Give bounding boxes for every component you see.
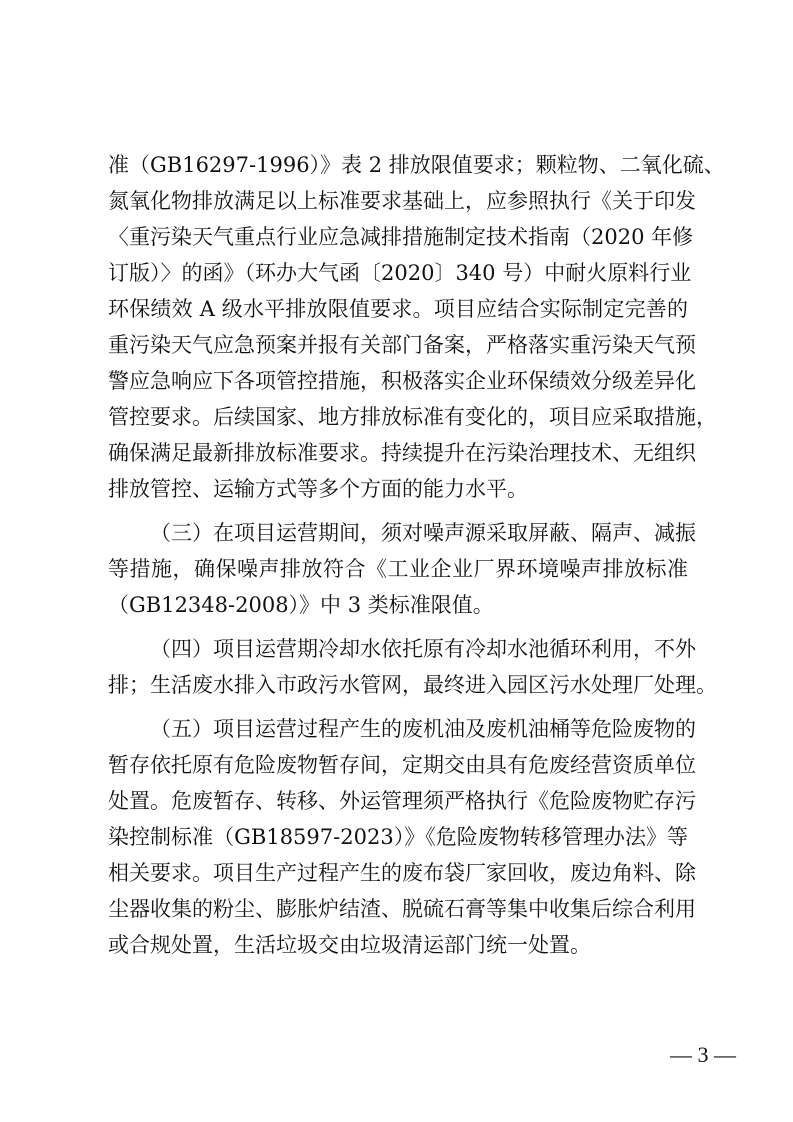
text-line: 准（GB16297-1996）》表 2 排放限值要求；颗粒物、二氧化硫、	[108, 153, 725, 177]
text-line: 〈重污染天气重点行业应急减排措施制定技术指南（2020 年修	[108, 225, 694, 249]
text-line: 确保满足最新排放标准要求。持续提升在污染治理技术、无组织	[108, 441, 696, 465]
text-line: 相关要求。项目生产过程产生的废布袋厂家回收，废边角料、除	[108, 861, 696, 885]
text-line: 尘器收集的粉尘、膨胀炉结渣、脱硫石膏等集中收集后综合利用	[108, 897, 696, 921]
text-line: 暂存依托原有危险废物暂存间，定期交由具有危废经营资质单位	[108, 753, 696, 777]
text-line: 排放管控、运输方式等多个方面的能力水平。	[108, 477, 528, 501]
text-line: 排；生活废水排入市政污水管网，最终进入园区污水处理厂处理。	[108, 673, 717, 697]
text-line: 环保绩效 A 级水平排放限值要求。项目应结合实际制定完善的	[108, 297, 688, 321]
text-line: 氮氧化物排放满足以上标准要求基础上，应参照执行《关于印发	[108, 189, 696, 213]
text-line: 或合规处置，生活垃圾交由垃圾清运部门统一处置。	[108, 933, 591, 957]
paragraph-start-line: （三）在项目运营期间，须对噪声源采取屏蔽、隔声、减振	[150, 521, 696, 545]
text-line: 染控制标准（GB18597-2023）》《危险废物转移管理办法》等	[108, 825, 688, 849]
text-line: 警应急响应下各项管控措施，积极落实企业环保绩效分级差异化	[108, 369, 696, 393]
text-line: 重污染天气应急预案并报有关部门备案，严格落实重污染天气预	[108, 333, 696, 357]
text-line: （GB12348-2008）》中 3 类标准限值。	[108, 593, 494, 617]
text-line: 等措施，确保噪声排放符合《工业企业厂界环境噪声排放标准	[108, 557, 688, 581]
text-line: 管控要求。后续国家、地方排放标准有变化的，项目应采取措施，	[108, 405, 717, 429]
text-line: 订版）〉的函》（环办大气函〔2020〕340 号）中耐火原料行业	[108, 261, 692, 285]
text-line: 处置。危废暂存、转移、外运管理须严格执行《危险废物贮存污	[108, 789, 696, 813]
paragraph-start-line: （五）项目运营过程产生的废机油及废机油桶等危险废物的	[150, 717, 696, 741]
paragraph-start-line: （四）项目运营期冷却水依托原有冷却水池循环利用，不外	[150, 637, 696, 661]
page-number: — 3 —	[670, 1042, 736, 1067]
